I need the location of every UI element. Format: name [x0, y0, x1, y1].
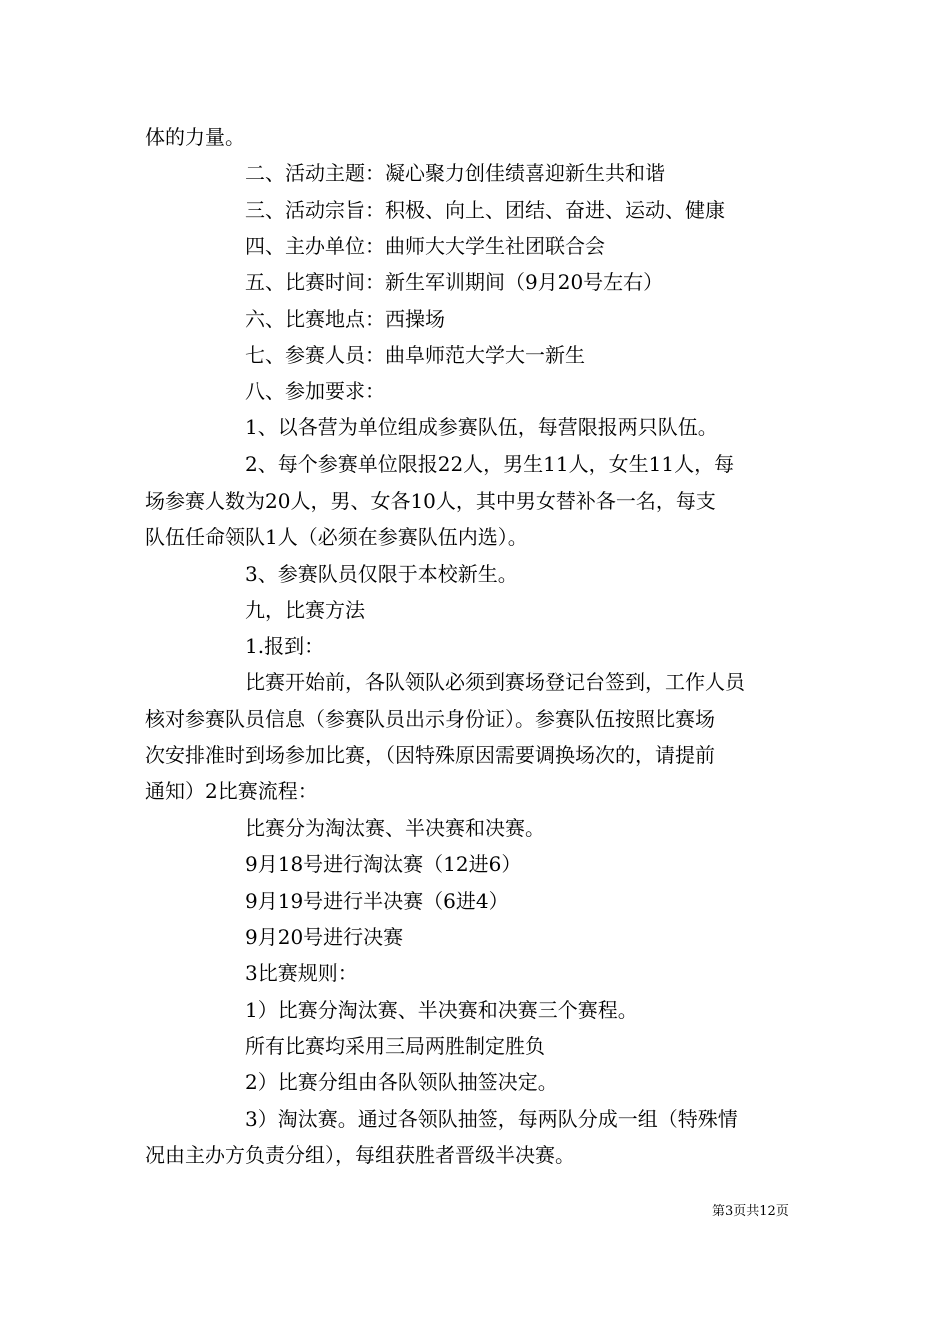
paragraph-line: 1.报到：	[245, 634, 325, 658]
paragraph-line: 场参赛人数为20人，男、女各10人，其中男女替补各一名，每支	[145, 489, 716, 513]
paragraph-line: 比赛开始前，各队领队必须到赛场登记台签到，工作人员	[245, 670, 745, 694]
paragraph-line: 九，比赛方法	[245, 598, 365, 622]
paragraph-line: 9月18号进行淘汰赛（12进6）	[245, 852, 522, 876]
paragraph-line: 四、主办单位：曲师大大学生社团联合会	[245, 234, 605, 258]
page-number-footer: 第3页共12页	[712, 1204, 789, 1219]
paragraph-line: 七、参赛人员：曲阜师范大学大一新生	[245, 343, 585, 367]
paragraph-line: 六、比赛地点：西操场	[245, 307, 445, 331]
paragraph-line: 三、活动宗旨：积极、向上、团结、奋进、运动、健康	[245, 198, 725, 222]
paragraph-line: 五、比赛时间：新生军训期间（9月20号左右）	[245, 270, 664, 294]
paragraph-line: 1）比赛分淘汰赛、半决赛和决赛三个赛程。	[245, 998, 638, 1022]
paragraph-line: 3比赛规则：	[245, 961, 358, 985]
paragraph-line: 2）比赛分组由各队领队抽签决定。	[245, 1070, 558, 1094]
paragraph-line: 所有比赛均采用三局两胜制定胜负	[245, 1034, 545, 1058]
paragraph-line: 3）淘汰赛。通过各领队抽签，每两队分成一组（特殊情	[245, 1107, 738, 1131]
paragraph-line: 体的力量。	[145, 125, 245, 149]
paragraph-line: 9月19号进行半决赛（6进4）	[245, 889, 509, 913]
paragraph-line: 次安排准时到场参加比赛，（因特殊原因需要调换场次的，请提前	[145, 743, 715, 767]
paragraph-line: 八、参加要求：	[245, 379, 385, 403]
paragraph-line: 队伍任命领队1人（必须在参赛队伍内选）。	[145, 525, 528, 549]
paragraph-line: 比赛分为淘汰赛、半决赛和决赛。	[245, 816, 545, 840]
paragraph-line: 9月20号进行决赛	[245, 925, 404, 949]
paragraph-line: 3、参赛队员仅限于本校新生。	[245, 562, 518, 586]
paragraph-line: 况由主办方负责分组），每组获胜者晋级半决赛。	[145, 1143, 575, 1167]
paragraph-line: 通知）2比赛流程：	[145, 779, 318, 803]
paragraph-line: 核对参赛队员信息（参赛队员出示身份证）。参赛队伍按照比赛场	[145, 707, 715, 731]
paragraph-line: 2、每个参赛单位限报22人，男生11人，女生11人，每	[245, 452, 735, 476]
paragraph-line: 1、以各营为单位组成参赛队伍，每营限报两只队伍。	[245, 415, 718, 439]
paragraph-line: 二、活动主题：凝心聚力创佳绩喜迎新生共和谐	[245, 161, 665, 185]
